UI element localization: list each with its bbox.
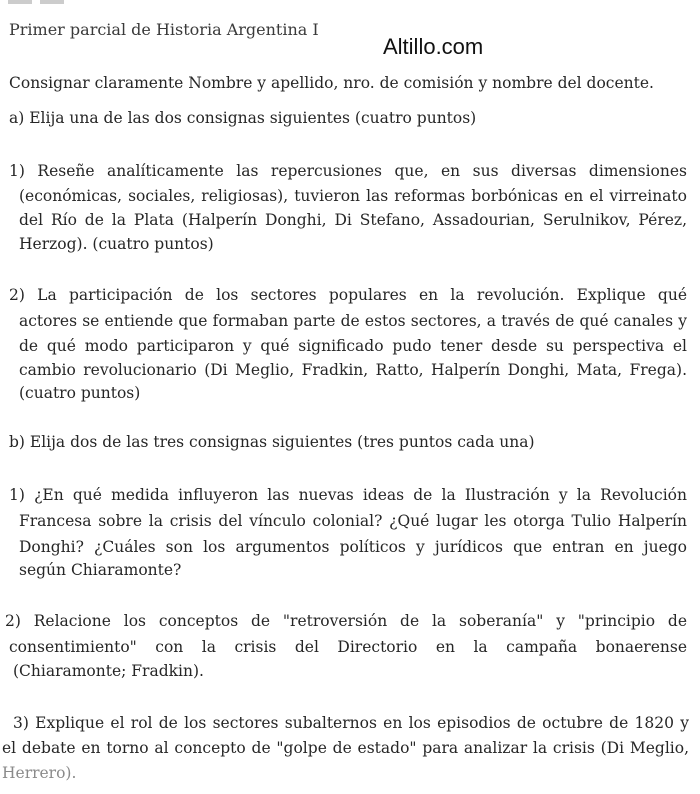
question-line: consentimiento" con la crisis del Directorio en la campaña bonaerense: [9, 638, 687, 656]
scan-artifact: [8, 0, 88, 4]
instruction-text: Consignar claramente Nombre y apellido, nro. de comisión y nombre del docente.: [9, 74, 654, 92]
question-line: según Chiaramonte?: [19, 561, 182, 579]
question-line: 2) Relacione los conceptos de "retroversión de la soberanía" y "principio de: [5, 612, 687, 630]
question-line: 3) Explique el rol de los sectores subalternos en los episodios de octubre de 1820 y: [13, 714, 689, 732]
question-line: del Río de la Plata (Halperín Donghi, Di Stefano, Assadourian, Serulnikov, Pérez,: [19, 211, 687, 229]
question-line: cambio revolucionario (Di Meglio, Fradkin, Ratto, Halperín Donghi, Mata, Frega).: [19, 361, 687, 379]
exam-title: Primer parcial de Historia Argentina I: [9, 20, 319, 39]
question-line: 1) ¿En qué medida influyeron las nuevas ideas de la Ilustración y la Revolución: [9, 486, 687, 504]
section-a-heading: a) Elija una de las dos consignas siguientes (cuatro puntos): [9, 109, 477, 127]
question-line: actores se entiende que formaban parte de estos sectores, a través de qué canales y: [19, 312, 687, 330]
site-brand-label: Altillo.com: [383, 34, 484, 59]
question-line: Donghi? ¿Cuáles son los argumentos políticos y jurídicos que entran en juego: [19, 538, 687, 556]
section-b-heading: b) Elija dos de las tres consignas siguientes (tres puntos cada una): [9, 433, 535, 451]
question-line: (Chiaramonte; Fradkin).: [13, 662, 204, 680]
question-line: de qué modo participaron y qué significado pudo tener desde su perspectiva el: [19, 337, 687, 355]
question-line: Herzog). (cuatro puntos): [19, 235, 214, 253]
question-line: 2) La participación de los sectores populares en la revolución. Explique qué: [9, 286, 687, 304]
question-line: (cuatro puntos): [19, 384, 141, 402]
question-line: Herrero).: [2, 764, 77, 782]
question-line: Francesa sobre la crisis del vínculo colonial? ¿Qué lugar les otorga Tulio Halperín: [19, 512, 687, 530]
question-line: (económicas, sociales, religiosas), tuvieron las reformas borbónicas en el virreinato: [19, 187, 687, 205]
question-line: 1) Reseñe analíticamente las repercusiones que, en sus diversas dimensiones: [9, 162, 687, 180]
question-line: el debate en torno al concepto de "golpe de estado" para analizar la crisis (Di Meglio,: [2, 739, 689, 757]
